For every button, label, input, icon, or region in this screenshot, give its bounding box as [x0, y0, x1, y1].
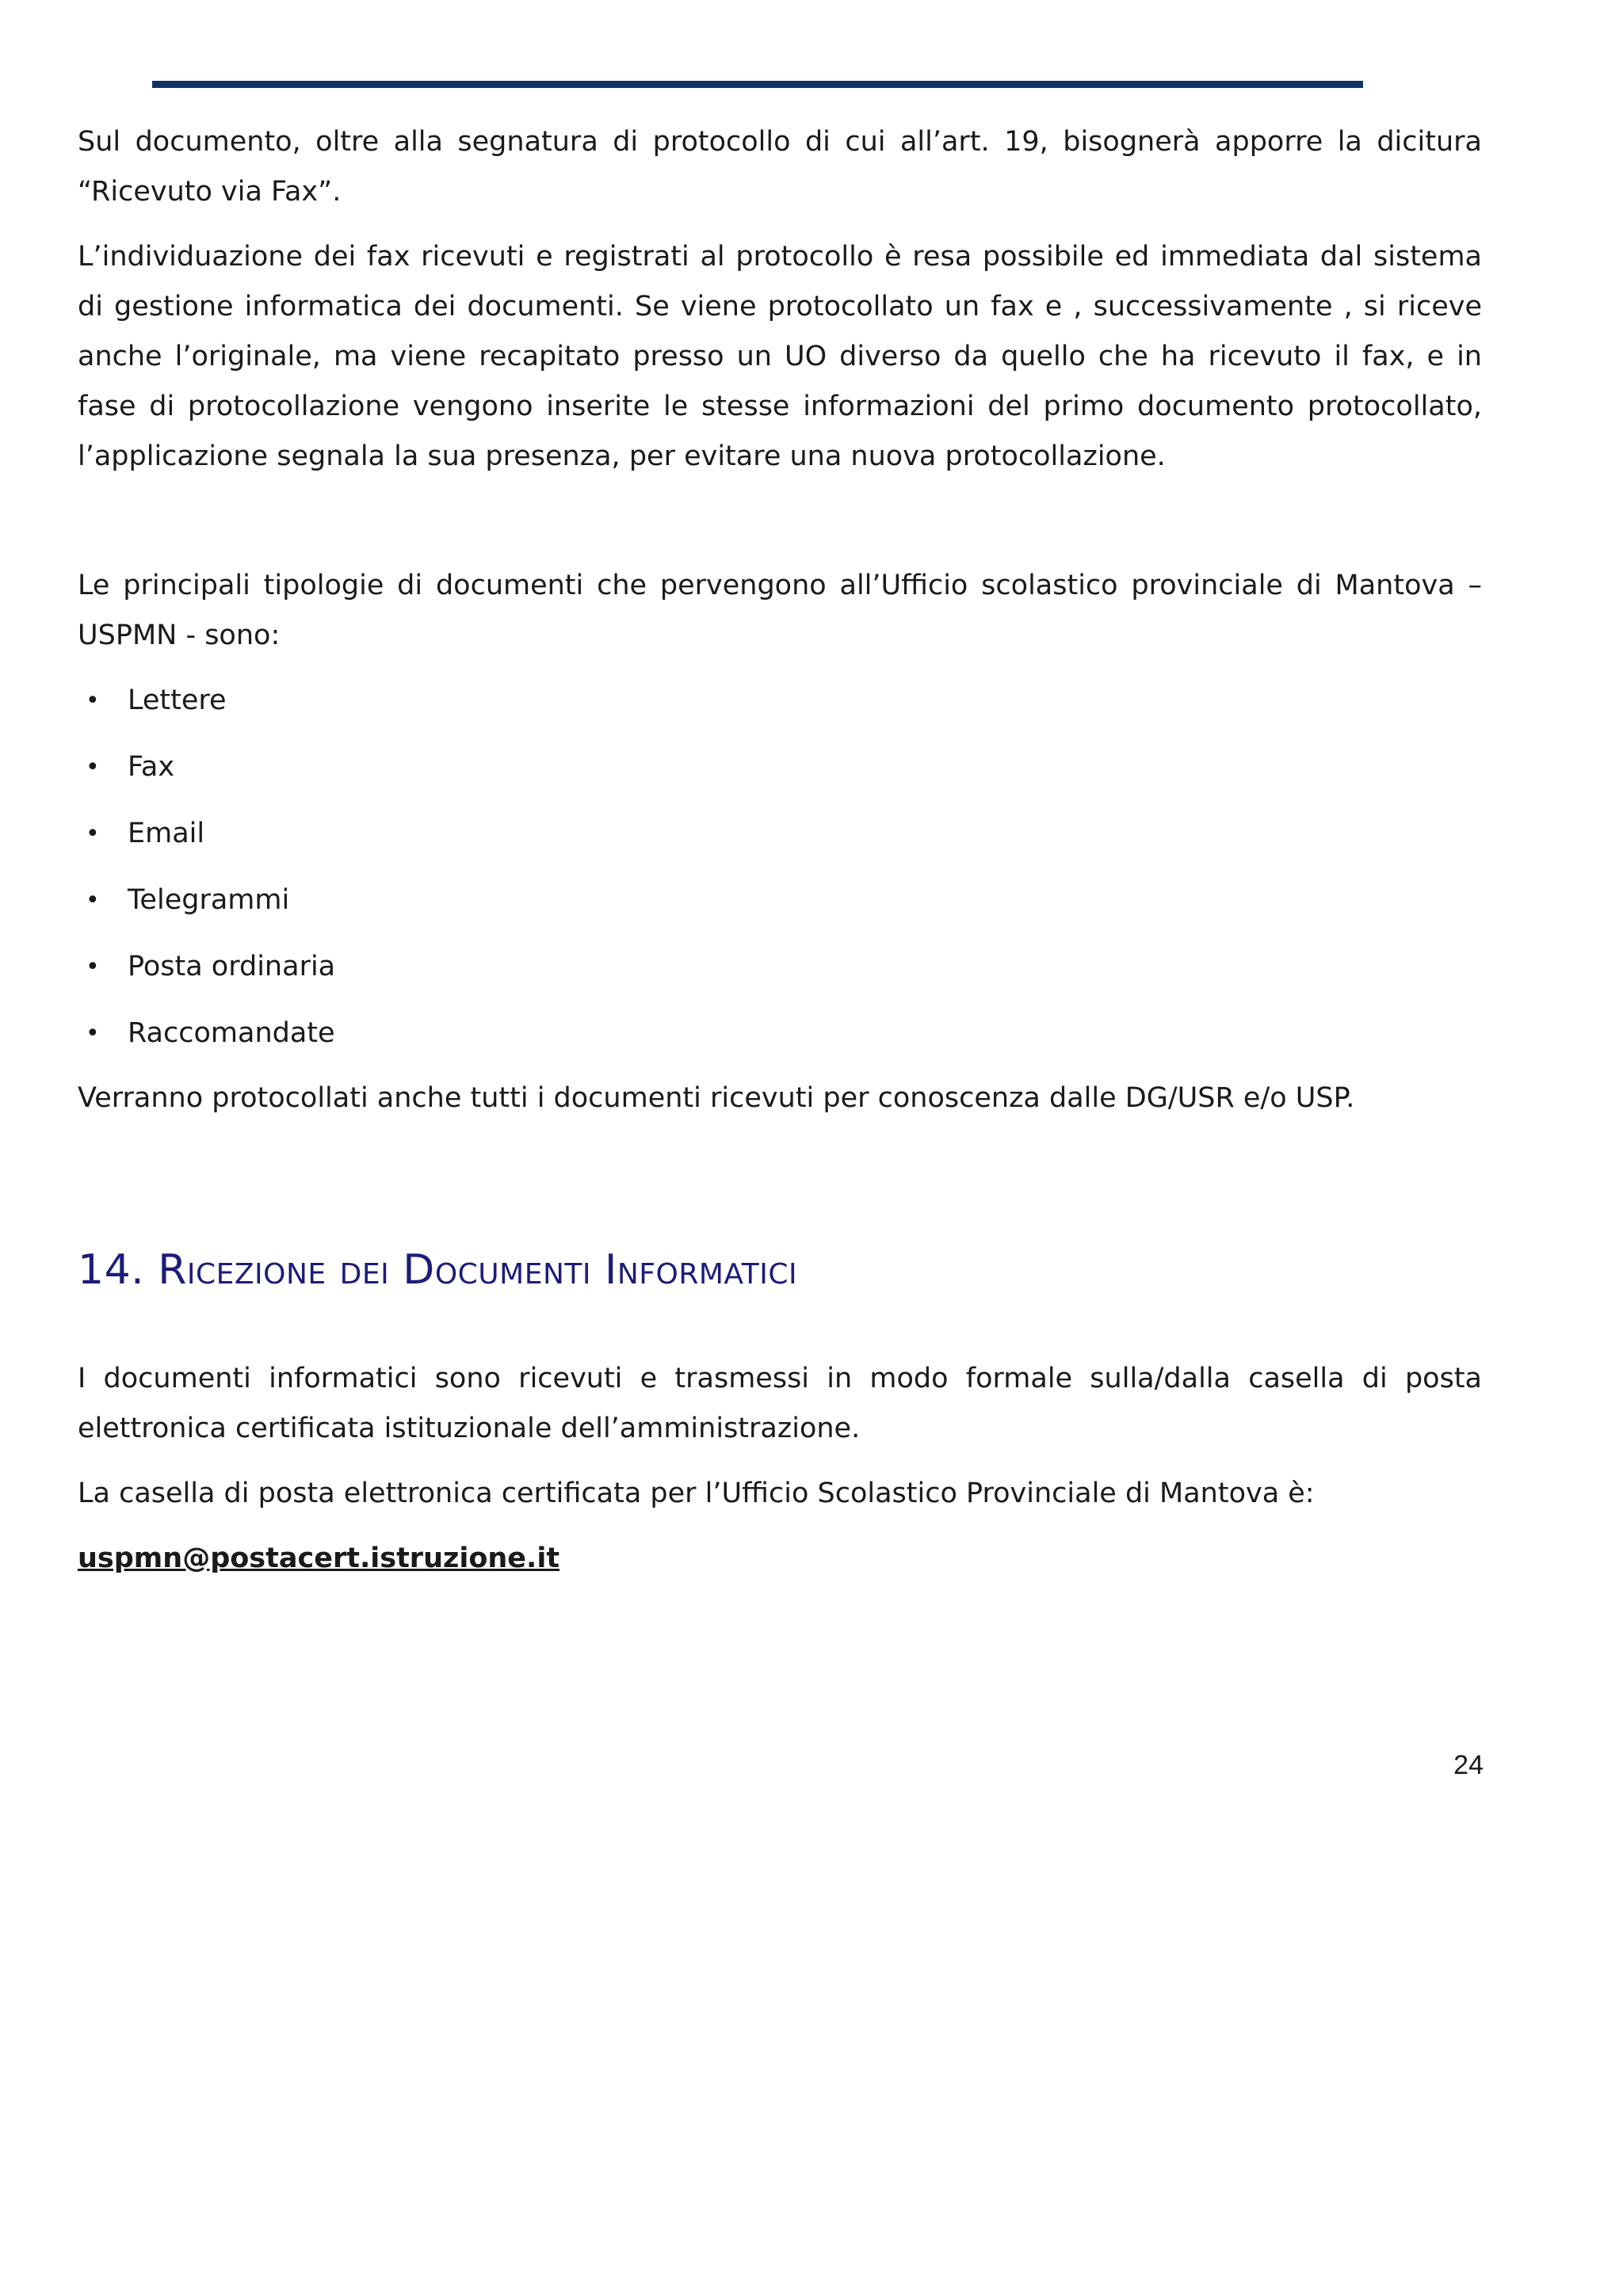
- header-rule: [152, 81, 1363, 88]
- paragraph-fax-marking: Sul documento, oltre alla segnatura di protocollo di cui all’art. 19, bisognerà apporre la dicitura “Ricevuto via Fax”.: [78, 126, 1482, 208]
- list-item-label: Raccomandate: [128, 1017, 335, 1049]
- list-item: [78, 809, 1482, 859]
- list-item-label: Telegrammi: [128, 884, 290, 916]
- bullet-icon: •: [86, 820, 100, 848]
- certified-email-link[interactable]: uspmn@postacert.istruzione.it: [78, 1543, 560, 1574]
- list-item: [78, 942, 1482, 992]
- list-item-label: Posta ordinaria: [128, 951, 336, 982]
- paragraph-certified-email-intro: La casella di posta elettronica certificata per l’Ufficio Scolastico Provinciale di Mantova è:: [78, 1478, 1315, 1509]
- list-item: [78, 742, 1482, 792]
- list-item: [78, 1009, 1482, 1058]
- list-item-label: Email: [128, 818, 205, 849]
- bullet-icon: •: [86, 1020, 100, 1047]
- document-types-list: [78, 676, 1482, 1058]
- section-heading: 14. Ricezione dei Documenti Informatici: [78, 1246, 798, 1294]
- paragraph-knowledge-documents: Verranno protocollati anche tutti i documenti ricevuti per conoscenza dalle DG/USR e/o USP.: [78, 1082, 1355, 1114]
- list-item: [78, 875, 1482, 925]
- page-content: [78, 117, 1482, 1584]
- bullet-icon: •: [86, 953, 100, 981]
- email-paragraph: [78, 1534, 1482, 1584]
- bullet-icon: •: [86, 753, 100, 781]
- paragraph-fax-identification: L’individuazione dei fax ricevuti e registrati al protocollo è resa possibile ed immediata dal sistema di gestione informatica dei documenti. Se viene protocollato un fax e , successivamente , si riceve anche l’originale, ma viene recapitato presso un UO diverso da quello che ha ricevuto il fax, e in fase di protocollazione vengono inserite le stesse informazioni del primo documento protocollato, l’applicazione segnala la sua presenza, per evitare una nuova protocollazione.: [78, 241, 1482, 472]
- list-item-label: Fax: [128, 751, 175, 783]
- page-number: 24: [1453, 1750, 1484, 1780]
- bullet-icon: •: [86, 687, 100, 715]
- paragraph-document-types-intro: Le principali tipologie di documenti che pervengono all’Ufficio scolastico provinciale di Mantova – USPMN - sono:: [78, 570, 1482, 651]
- list-item-label: Lettere: [128, 685, 227, 716]
- bullet-icon: •: [86, 887, 100, 914]
- paragraph-electronic-documents: I documenti informatici sono ricevuti e trasmessi in modo formale sulla/dalla casella di posta elettronica certificata istituzionale dell’amministrazione.: [78, 1363, 1482, 1444]
- list-item: [78, 676, 1482, 726]
